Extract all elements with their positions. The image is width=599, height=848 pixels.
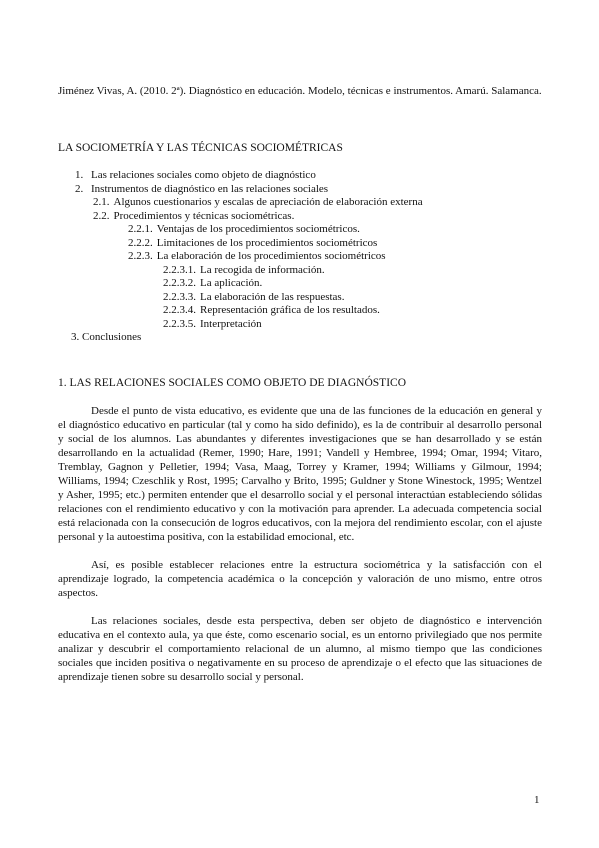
toc-label: Representación gráfica de los resultados. bbox=[200, 304, 380, 316]
toc-number: 2.2.3. bbox=[128, 250, 153, 262]
table-of-contents bbox=[0, 168, 599, 344]
toc-label: La elaboración de las respuestas. bbox=[200, 290, 345, 303]
toc-number: 2.2.3.4. bbox=[163, 304, 196, 316]
page-number: 1 bbox=[534, 794, 540, 806]
toc-item bbox=[0, 290, 599, 304]
bibliographic-citation: Jiménez Vivas, A. (2010. 2ª). Diagnóstico en educación. Modelo, técnicas e instrumentos. Amarú. Salamanca. bbox=[58, 85, 542, 97]
toc-item bbox=[0, 330, 599, 344]
toc-number: 2.2.1. bbox=[128, 223, 153, 235]
toc-number: 2.2.3.5. bbox=[163, 317, 196, 330]
toc-label: La recogida de información. bbox=[200, 263, 325, 276]
toc-label: La aplicación. bbox=[200, 277, 263, 289]
toc-label: Conclusiones bbox=[82, 331, 142, 343]
toc-label: Las relaciones sociales como objeto de diagnóstico bbox=[91, 169, 316, 181]
toc-label: Instrumentos de diagnóstico en las relaciones sociales bbox=[91, 182, 329, 195]
toc-label: Interpretación bbox=[200, 317, 262, 330]
toc-number: 1. bbox=[75, 169, 84, 181]
section-body bbox=[58, 404, 542, 698]
toc-item bbox=[0, 168, 599, 182]
toc-item bbox=[0, 182, 599, 196]
toc-item bbox=[0, 303, 599, 317]
body-paragraph: Así, es posible establecer relaciones entre la estructura sociométrica y la satisfacción con el aprendizaje logrado, la competencia académica o la concepción y valoración de uno mismo, entre otros aspectos. bbox=[58, 559, 542, 599]
toc-item bbox=[0, 263, 599, 277]
section-heading: 1. LAS RELACIONES SOCIALES COMO OBJETO DE DIAGNÓSTICO bbox=[58, 377, 406, 389]
toc-number: 3. bbox=[71, 331, 80, 343]
toc-number: 2.2.3.2. bbox=[163, 277, 196, 289]
toc-number: 2.2.3.3. bbox=[163, 290, 196, 303]
toc-number: 2.1. bbox=[93, 196, 110, 208]
toc-item bbox=[0, 317, 599, 331]
toc-label: Procedimientos y técnicas sociométricas. bbox=[113, 209, 295, 222]
toc-label: Ventajas de los procedimientos sociométricos. bbox=[156, 223, 360, 235]
toc-item bbox=[0, 236, 599, 250]
body-paragraph: Las relaciones sociales, desde esta perspectiva, deben ser objeto de diagnóstico e intervención educativa en el contexto aula, ya que éste, como escenario social, es un entorno privilegiado que nos permite analizar y descubrir el comportamiento relacional de un alumno, al mismo tiempo que las condiciones sociales que inciden positiva o negativamente en su proceso de aprendizaje o el efecto que las situaciones de aprendizaje tienen sobre su desarrollo social y personal. bbox=[58, 615, 542, 683]
toc-number: 2.2.3.1. bbox=[163, 263, 196, 276]
toc-label: Algunos cuestionarios y escalas de apreciación de elaboración externa bbox=[113, 196, 423, 208]
toc-item bbox=[0, 222, 599, 236]
toc-number: 2.2.2. bbox=[128, 236, 153, 249]
body-paragraph: Desde el punto de vista educativo, es evidente que una de las funciones de la educación en general y el diagnóstico educativo en particular (tal y como ha sido definido), es la de contribuir al desarrollo personal y social de los alumnos. Las abundantes y diferentes investigaciones que se han desarrollado y se están desarrollando en la actualidad (Remer, 1990; Hare, 1991; Vandell y Hembree, 1994; Omar, 1994; Vitaro, Tremblay, Gagnon y Pelletier, 1994; Vasa, Maag, Torrey y Kramer, 1994; Williams y Gilmour, 1994; Williams, 1994; Czeschlik y Rost, 1995; Carvalho y Brito, 1995; Guldner y Stone Winestock, 1995; Wentzel y Asher, 1995; etc.) permiten entender que el desarrollo social y el personal interactúan estableciendo sólidas relaciones con el rendimiento educativo y con la motivación para aprender. La adecuada competencia social está relacionada con la consecución de logros educativos, con la mejora del rendimiento escolar, con el ajuste personal y la autoestima positiva, con la estabilidad emocional, etc. bbox=[58, 405, 542, 543]
toc-label: La elaboración de los procedimientos sociométricos bbox=[156, 250, 386, 262]
toc-item bbox=[0, 195, 599, 209]
toc-item bbox=[0, 249, 599, 263]
toc-label: Limitaciones de los procedimientos sociométricos bbox=[156, 236, 378, 249]
document-title: LA SOCIOMETRÍA Y LAS TÉCNICAS SOCIOMÉTRICAS bbox=[58, 142, 343, 154]
toc-number: 2.2. bbox=[93, 209, 110, 222]
toc-item bbox=[0, 209, 599, 223]
toc-item bbox=[0, 276, 599, 290]
toc-number: 2. bbox=[75, 182, 84, 195]
